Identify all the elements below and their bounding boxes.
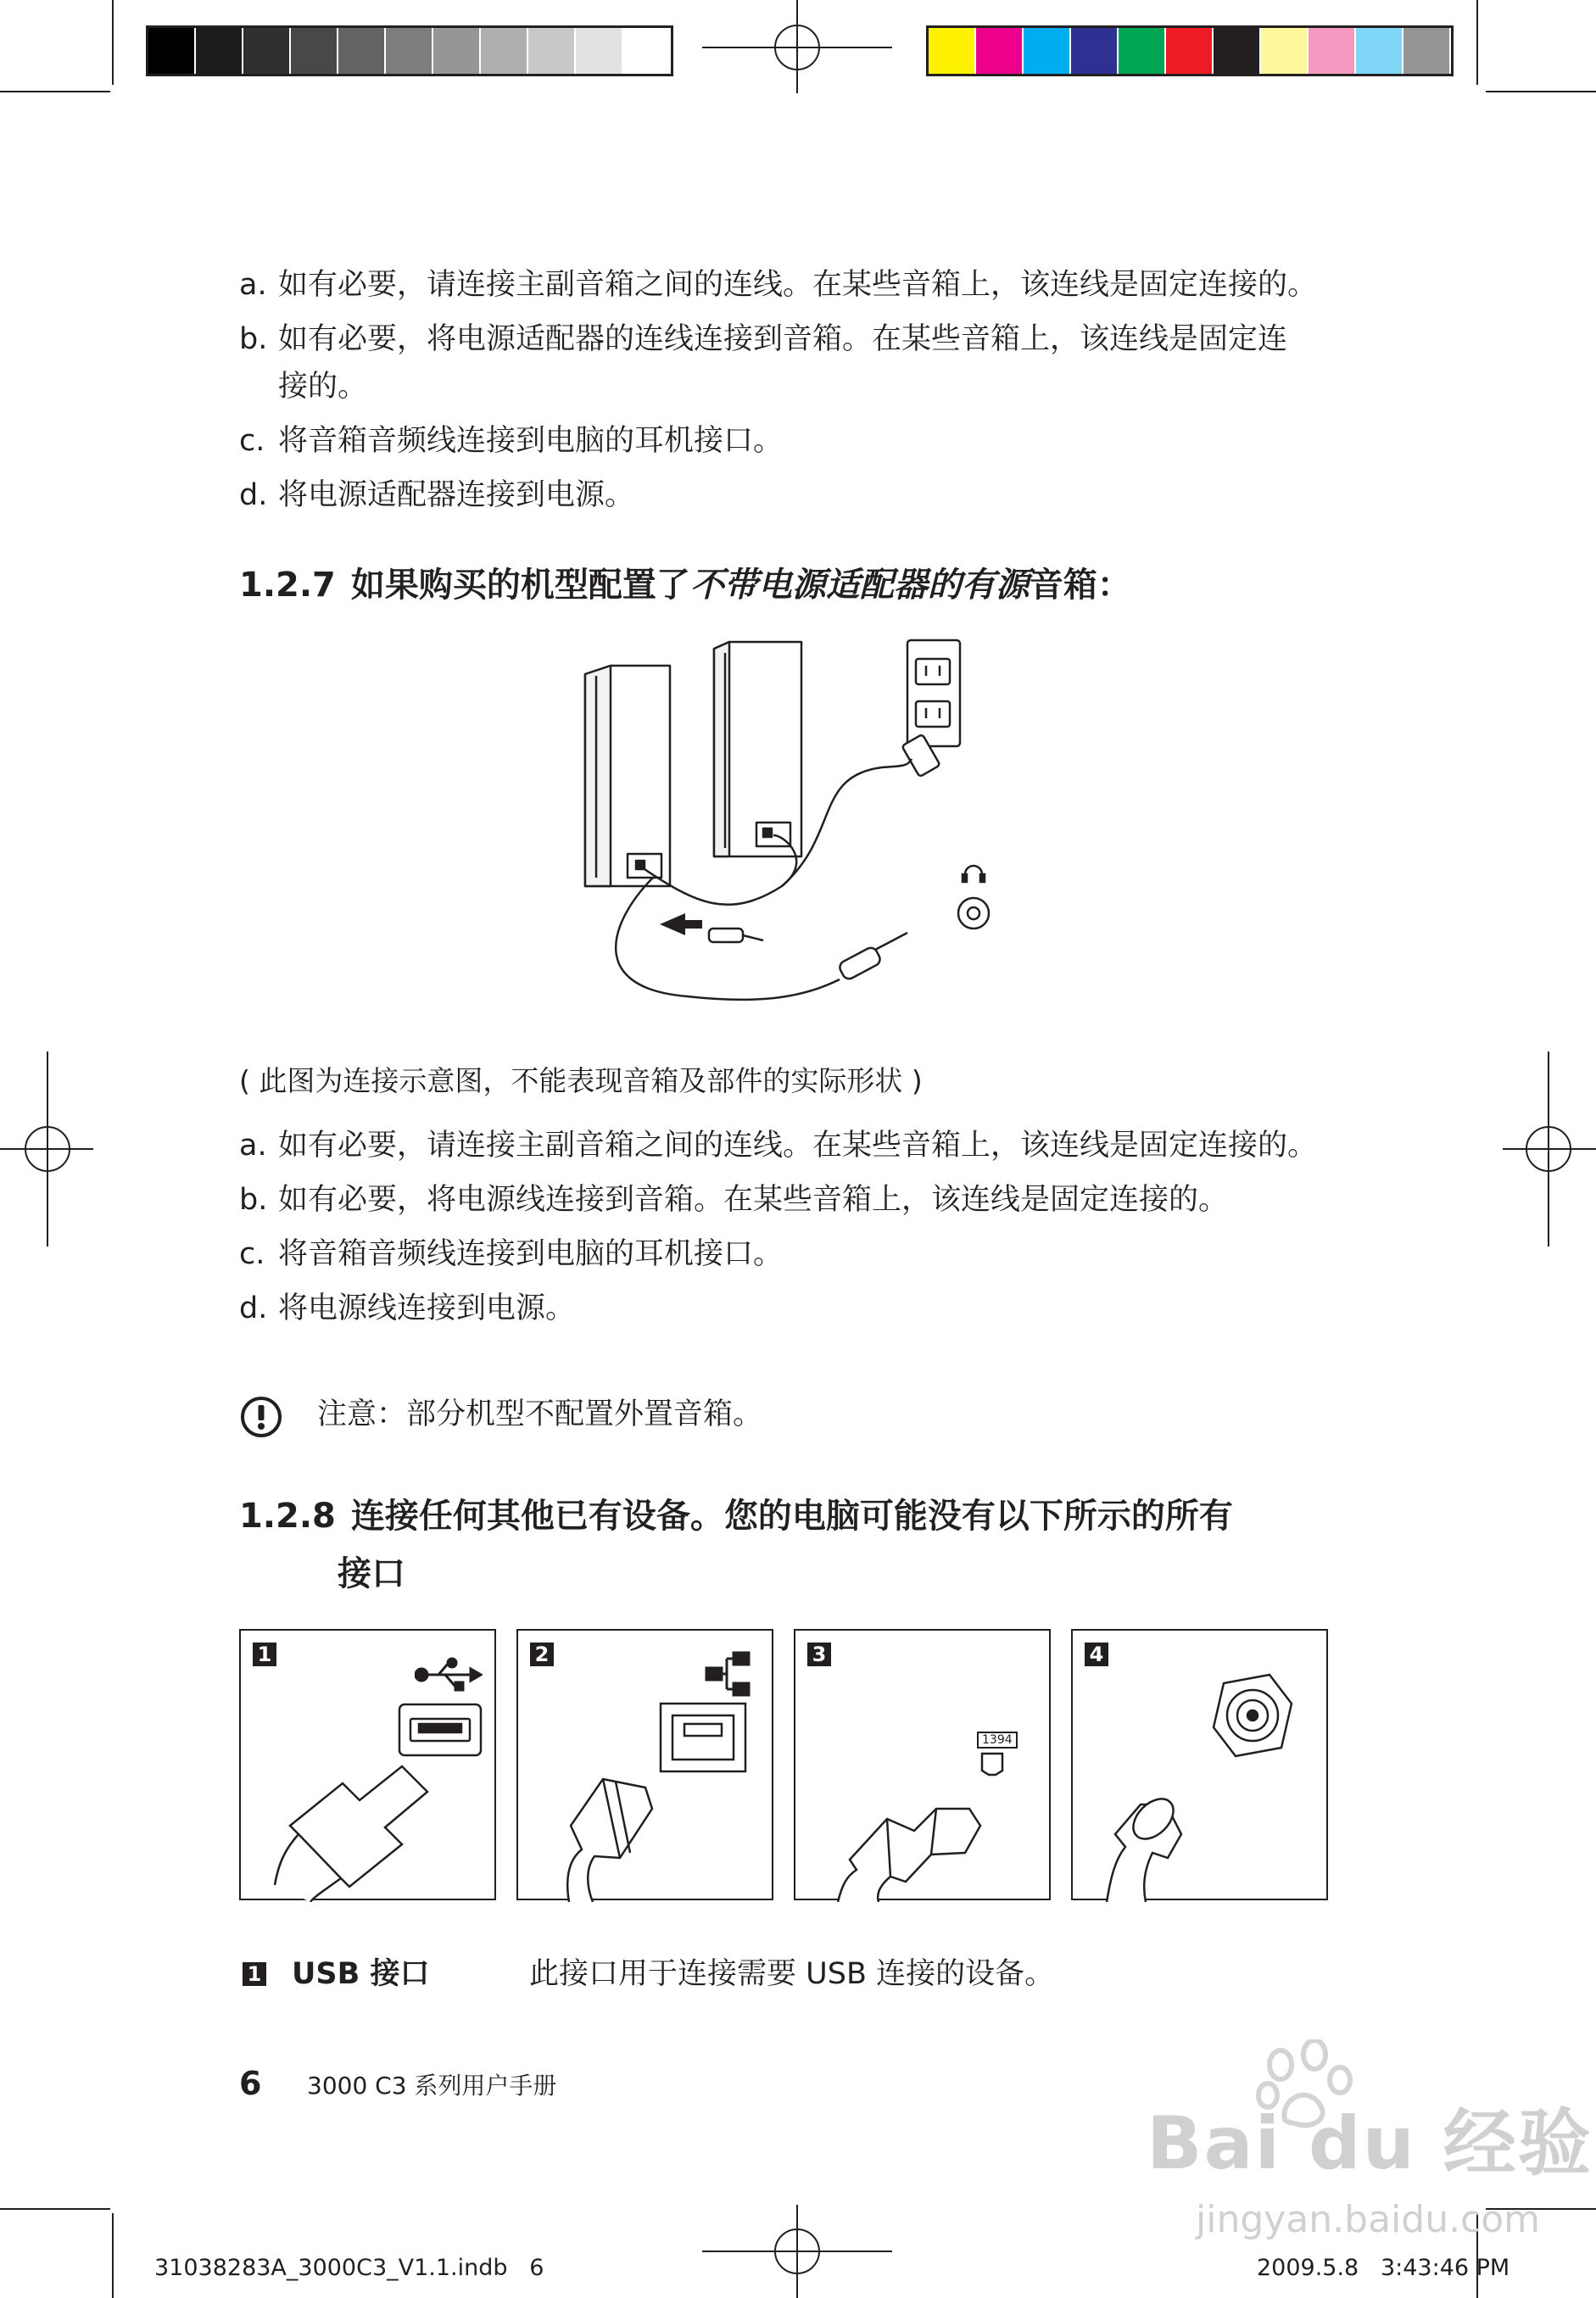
list-marker: a.	[239, 268, 267, 302]
attention-icon	[239, 1395, 283, 1439]
list-marker: b.	[239, 322, 268, 356]
speaker-connection-illustration	[560, 632, 1018, 1030]
list-text: 将电源线连接到电源。	[278, 1291, 576, 1325]
list2-item-d	[239, 1285, 575, 1332]
ieee1394-icon: 1394	[977, 1732, 1018, 1749]
color-swatch	[148, 28, 196, 74]
section-number: 1.2.7	[239, 566, 336, 605]
heading-text: 如果购买的机型配置了	[350, 566, 690, 605]
color-swatch	[929, 28, 976, 74]
list-text: 如有必要，请连接主副音箱之间的连线。在某些音箱上，该连线是固定连接的。	[278, 268, 1318, 302]
color-swatch	[1403, 28, 1451, 74]
figure-caption: ( 此图为连接示意图，不能表现音箱及部件的实际形状 )	[239, 1064, 923, 1097]
connector-panel-coax	[1071, 1629, 1328, 1900]
color-swatch	[1261, 28, 1309, 74]
section-heading-1-2-7	[239, 559, 1131, 611]
list1-item-b-continuation: 接的。	[278, 370, 368, 404]
list-text: 将音箱音频线连接到电脑的耳机接口。	[278, 424, 784, 458]
page-number: 6	[239, 2065, 262, 2102]
color-swatch	[1309, 28, 1356, 74]
color-swatch	[576, 28, 623, 74]
list-text: 如有必要，将电源线连接到音箱。在某些音箱上，该连线是固定连接的。	[278, 1183, 1229, 1217]
heading-text: 音箱：	[1029, 566, 1131, 605]
list1-item-a	[239, 261, 1317, 309]
color-swatch	[291, 28, 338, 74]
list1-item-c	[239, 417, 783, 465]
color-swatch	[1071, 28, 1119, 74]
color-swatch	[433, 28, 481, 74]
color-swatch	[196, 28, 243, 74]
print-slug-file: 31038283A_3000C3_V1.1.indb 6	[154, 2255, 544, 2281]
panel-number-badge: 2	[530, 1643, 554, 1666]
heading-italic-text: 不带电源适配器的有源	[689, 566, 1030, 605]
color-swatch	[243, 28, 291, 74]
color-swatch	[1166, 28, 1214, 74]
section-heading-1-2-8	[239, 1490, 1233, 1542]
color-swatch	[386, 28, 433, 74]
connector-panel-network	[516, 1629, 773, 1900]
list1-item-d	[239, 471, 634, 519]
list-text: 将电源适配器连接到电源。	[278, 478, 635, 512]
list2-item-c	[239, 1230, 783, 1278]
connector-panel-1394	[794, 1629, 1051, 1900]
list-text: 如有必要，将电源适配器的连线连接到音箱。在某些音箱上，该连线是固定连	[278, 322, 1288, 356]
color-swatch	[481, 28, 528, 74]
list2-item-b	[239, 1176, 1228, 1224]
cmyk-color-bar	[926, 25, 1454, 76]
coax-icon	[1073, 1631, 1330, 1902]
watermark-url: jingyan.baidu.com	[1196, 2198, 1541, 2241]
list-marker: b.	[239, 1183, 268, 1217]
color-swatch	[623, 28, 671, 74]
color-swatch	[528, 28, 576, 74]
watermark-brand: Bai du 经验	[1147, 2101, 1593, 2186]
firewire-port-illustration	[795, 1631, 1052, 1902]
usb-item-badge: 1	[243, 1962, 266, 1986]
panel-number-badge: 1	[253, 1643, 276, 1666]
color-swatch	[338, 28, 386, 74]
list-marker: a.	[239, 1129, 267, 1163]
list-marker: c.	[239, 424, 265, 458]
usb-port-illustration	[241, 1631, 498, 1902]
color-swatch	[976, 28, 1024, 74]
list-marker: c.	[239, 1237, 265, 1271]
color-swatch	[1214, 28, 1261, 74]
list-marker: d.	[239, 478, 268, 512]
color-swatch	[1119, 28, 1166, 74]
list1-item-b	[239, 315, 1287, 363]
section-number: 1.2.8	[239, 1497, 336, 1536]
list-text: 如有必要，请连接主副音箱之间的连线。在某些音箱上，该连线是固定连接的。	[278, 1129, 1318, 1163]
grayscale-color-bar	[146, 25, 673, 76]
note-text: 注意：部分机型不配置外置音箱。	[317, 1397, 763, 1431]
panel-number-badge: 3	[807, 1643, 831, 1666]
usb-item-description: 此接口用于连接需要 USB 连接的设备。	[529, 1957, 1055, 1991]
ethernet-port-illustration	[518, 1631, 775, 1902]
heading-text: 连接任何其他已有设备。您的电脑可能没有以下所示的所有	[350, 1497, 1233, 1536]
color-swatch	[1356, 28, 1403, 74]
section-heading-1-2-8-line2: 接口	[338, 1554, 405, 1593]
connector-panel-usb	[239, 1629, 496, 1900]
print-slug-timestamp: 2009.5.8 3:43:46 PM	[1257, 2255, 1510, 2281]
list-marker: d.	[239, 1291, 268, 1325]
list2-item-a	[239, 1122, 1317, 1169]
usb-item-label: USB 接口	[292, 1957, 430, 1991]
book-title: 3000 C3 系列用户手册	[307, 2072, 557, 2100]
panel-number-badge: 4	[1085, 1643, 1108, 1666]
color-swatch	[1024, 28, 1071, 74]
list-text: 将音箱音频线连接到电脑的耳机接口。	[278, 1237, 784, 1271]
